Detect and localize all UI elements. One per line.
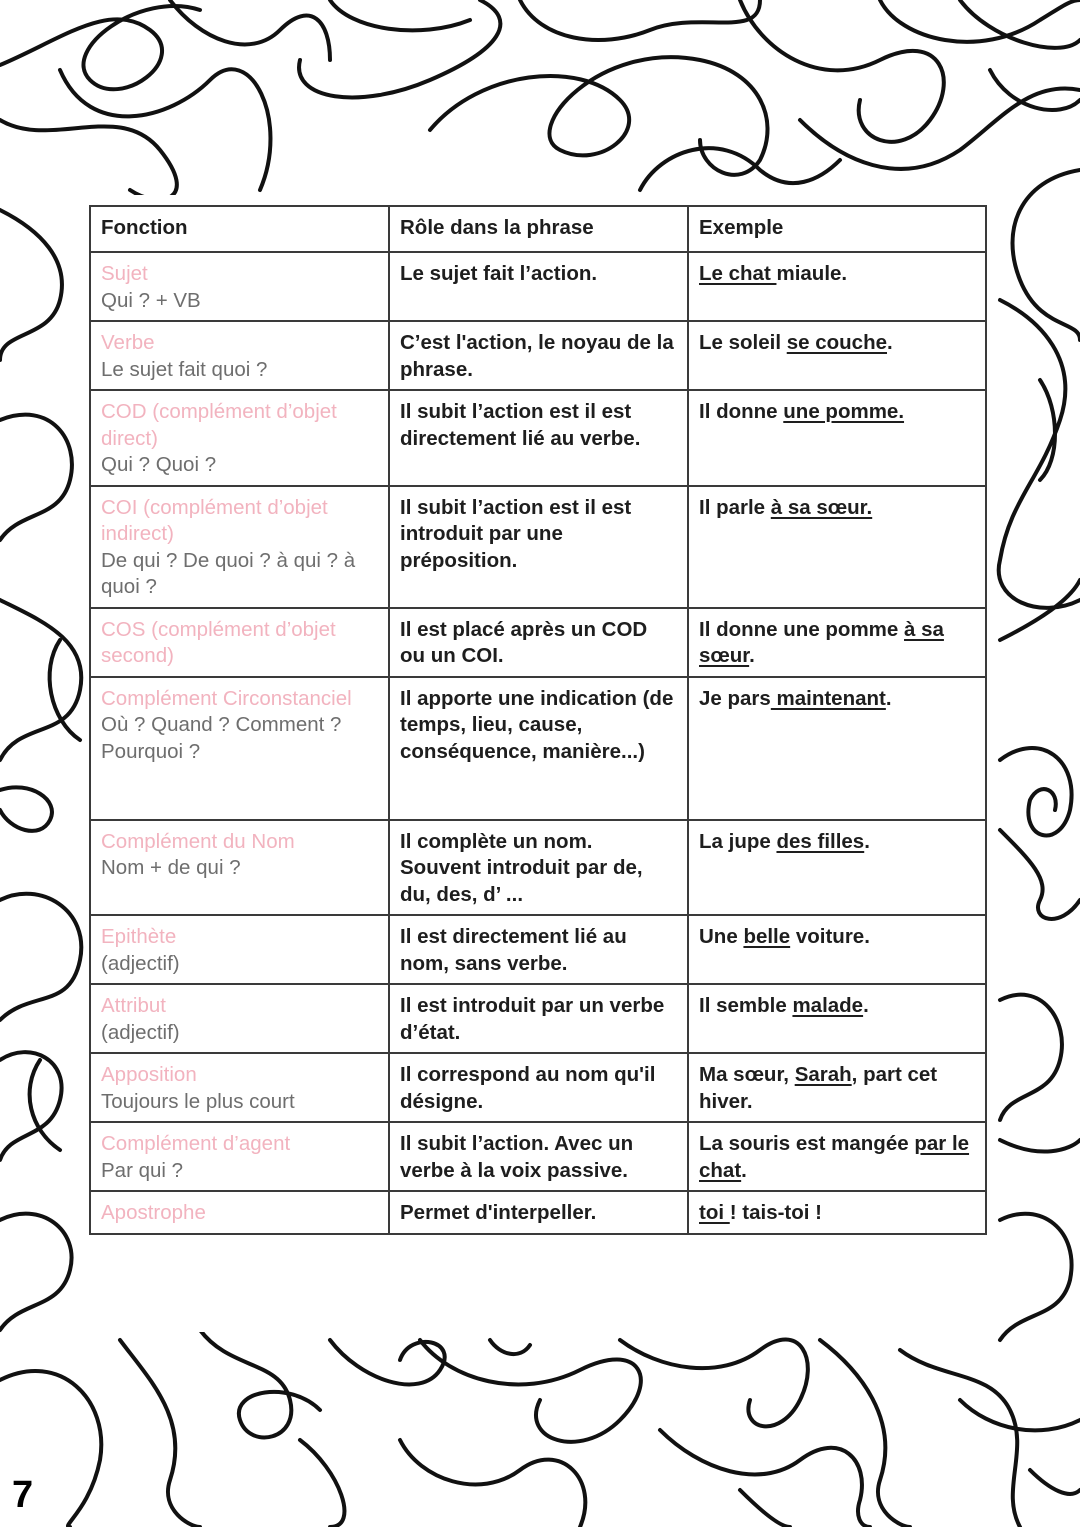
example-cell	[688, 1122, 986, 1191]
function-cell	[90, 820, 389, 916]
table-body	[90, 252, 986, 1234]
function-name: Complément d’agent	[101, 1132, 291, 1155]
table-header-row	[90, 206, 986, 252]
function-question-hint: Qui ? Quoi ?	[101, 453, 217, 476]
example-underlined-part: à sa sœur.	[770, 495, 873, 519]
function-question-hint: Par qui ?	[101, 1158, 184, 1182]
role-cell: Permet d'interpeller.	[389, 1191, 688, 1234]
header-example: Exemple	[688, 206, 986, 252]
function-cell	[90, 390, 389, 486]
example-cell	[688, 1191, 986, 1234]
example-text-part: .	[864, 829, 870, 853]
function-name: Apposition	[101, 1063, 197, 1086]
example-underlined-part: malade	[792, 994, 864, 1017]
table-row	[90, 1122, 986, 1191]
example-text-part: .	[749, 644, 755, 667]
example-text-part: Ma sœur,	[699, 1063, 795, 1086]
function-name: Complément Circonstanciel	[101, 686, 352, 710]
example-text-part: Une	[699, 925, 744, 948]
example-text-part: Il parle	[699, 495, 771, 519]
example-cell	[688, 252, 986, 321]
function-name: Epithète	[101, 925, 177, 948]
function-cell	[90, 252, 389, 321]
function-name: Attribut	[101, 994, 166, 1017]
table-row	[90, 820, 986, 916]
role-cell: Il correspond au nom qu'il désigne.	[389, 1053, 688, 1122]
example-underlined-part: belle	[743, 925, 791, 948]
example-underlined-part: des filles	[776, 829, 865, 853]
grammar-functions-table	[89, 205, 987, 1235]
example-text-part: La jupe	[699, 829, 777, 853]
role-cell: Il subit l’action est il est directement lié au verbe.	[389, 390, 688, 486]
function-name: COI (complément d’objet indirect)	[101, 495, 328, 545]
function-cell	[90, 1053, 389, 1122]
example-text-part: Il semble	[699, 994, 793, 1017]
table-row	[90, 915, 986, 984]
function-question-hint: De qui ? De quoi ? à qui ? à quoi ?	[101, 548, 356, 598]
table-row	[90, 252, 986, 321]
function-question-hint: Où ? Quand ? Comment ? Pourquoi ?	[101, 713, 342, 763]
example-text-part: Je pars	[699, 686, 771, 710]
function-question-hint: Nom + de qui ?	[101, 856, 241, 879]
function-question-hint: Toujours le plus court	[101, 1089, 295, 1113]
function-cell	[90, 915, 389, 984]
function-name: Apostrophe	[101, 1201, 206, 1224]
function-cell	[90, 984, 389, 1053]
example-underlined-part: par le chat	[699, 1132, 970, 1182]
example-cell	[688, 608, 986, 677]
example-cell	[688, 915, 986, 984]
role-cell: C’est l'action, le noyau de la phrase.	[389, 321, 688, 390]
grammar-sheet	[84, 195, 996, 1332]
example-cell	[688, 390, 986, 486]
example-text-part: voiture.	[790, 925, 870, 948]
table-row	[90, 321, 986, 390]
example-text-part: , part cet hiver.	[699, 1063, 938, 1113]
page-number: 7	[12, 1474, 34, 1516]
example-underlined-part: se couche	[786, 331, 888, 354]
example-text-part: La souris est mangée	[699, 1132, 915, 1155]
example-text-part: Il donne une pomme	[699, 617, 905, 641]
function-cell	[90, 321, 389, 390]
table-row	[90, 984, 986, 1053]
role-cell: Il est directement lié au nom, sans verbe.	[389, 915, 688, 984]
example-underlined-part: maintenant	[770, 686, 886, 710]
function-name: Verbe	[101, 331, 155, 354]
role-cell: Il complète un nom. Souvent introduit par de, du, des, d’ ...	[389, 820, 688, 916]
function-question-hint: Le sujet fait quoi ?	[101, 357, 268, 381]
example-text-part: .	[885, 686, 892, 710]
role-cell: Il apporte une indication (de temps, lieu, cause, conséquence, manière...)	[389, 677, 688, 820]
table-row	[90, 608, 986, 677]
table-row	[90, 1191, 986, 1234]
example-underlined-part: toi	[699, 1201, 730, 1224]
table-row	[90, 486, 986, 608]
function-cell	[90, 1122, 389, 1191]
function-name: COD (complément d’objet direct)	[101, 400, 337, 450]
function-question-hint: Qui ? + VB	[101, 288, 201, 312]
header-role: Rôle dans la phrase	[389, 206, 688, 252]
example-cell	[688, 984, 986, 1053]
example-cell	[688, 321, 986, 390]
table-row	[90, 390, 986, 486]
example-text-part: .	[887, 331, 893, 354]
example-cell	[688, 677, 986, 820]
function-name: COS (complément d’objet second)	[101, 617, 336, 667]
role-cell: Il subit l’action. Avec un verbe à la voix passive.	[389, 1122, 688, 1191]
role-cell: Le sujet fait l’action.	[389, 252, 688, 321]
example-text-part: .	[863, 994, 869, 1017]
table-row	[90, 1053, 986, 1122]
function-question-hint: (adjectif)	[101, 1020, 180, 1044]
function-question-hint: (adjectif)	[101, 951, 180, 975]
example-text-part: .	[741, 1158, 747, 1182]
role-cell: Il est introduit par un verbe d’état.	[389, 984, 688, 1053]
example-underlined-part: à sa sœur	[699, 617, 944, 667]
example-text-part: Le soleil	[699, 331, 787, 354]
function-name: Complément du Nom	[101, 829, 295, 853]
function-cell	[90, 677, 389, 820]
table-row	[90, 677, 986, 820]
example-underlined-part: Le chat	[699, 262, 777, 285]
example-cell	[688, 820, 986, 916]
example-underlined-part: une pomme.	[783, 400, 905, 423]
example-underlined-part: Sarah	[794, 1063, 852, 1086]
example-cell	[688, 486, 986, 608]
example-cell	[688, 1053, 986, 1122]
function-cell	[90, 486, 389, 608]
header-function: Fonction	[90, 206, 389, 252]
example-text-part: Il donne	[699, 400, 784, 423]
example-text-part: miaule.	[776, 262, 848, 285]
function-name: Sujet	[101, 262, 148, 285]
example-text-part: ! tais-toi !	[729, 1201, 822, 1224]
role-cell: Il est placé après un COD ou un COI.	[389, 608, 688, 677]
function-cell	[90, 608, 389, 677]
function-cell	[90, 1191, 389, 1234]
role-cell: Il subit l’action est il est introduit par une préposition.	[389, 486, 688, 608]
